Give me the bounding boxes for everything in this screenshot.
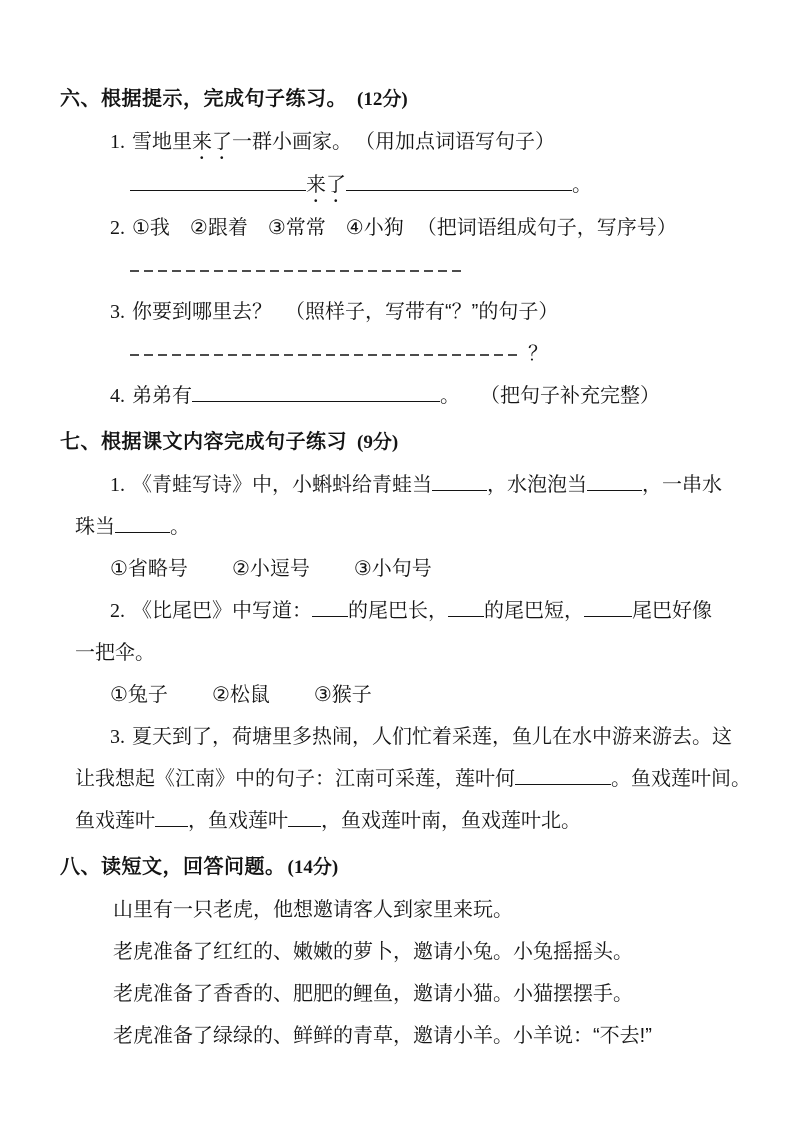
s6-q4-text-pre: 弟弟有 bbox=[132, 385, 192, 407]
section-7-heading bbox=[60, 421, 735, 464]
answer-blank bbox=[587, 487, 642, 491]
s7-q3-line-3 bbox=[60, 800, 735, 842]
s6-q1-text-post: 一群小画家。 bbox=[232, 131, 352, 153]
dashed-answer-rule bbox=[130, 270, 466, 272]
s7-q3-line-1 bbox=[60, 716, 735, 758]
answer-blank bbox=[515, 781, 611, 785]
s7-q3-text-e: ，鱼戏莲叶 bbox=[188, 810, 288, 832]
section-6-title: 六、根据提示，完成句子练习。 bbox=[60, 88, 347, 110]
s8-paragraph-2 bbox=[60, 931, 735, 973]
s7-q1-line-2 bbox=[60, 506, 735, 548]
s6-q3-answer-mark: ？ bbox=[528, 343, 548, 365]
s6-q2-answer-line bbox=[60, 249, 735, 291]
s6-q3-note: （照样子，写带有“？”的句子） bbox=[285, 301, 559, 323]
s7-q3-line-2 bbox=[60, 758, 751, 800]
s7-q3-text-f: ，鱼戏莲叶南，鱼戏莲叶北。 bbox=[321, 810, 581, 832]
s7-q1-option-3: ③小句号 bbox=[353, 558, 432, 580]
s6-question-4 bbox=[60, 375, 735, 417]
section-7-title: 七、根据课文内容完成句子练习 bbox=[60, 431, 347, 453]
s6-q2-number: 2. bbox=[110, 217, 125, 239]
s7-q2-text-e: 一把伞。 bbox=[75, 642, 155, 664]
dashed-answer-rule bbox=[130, 354, 520, 356]
s6-q3-number: 3. bbox=[110, 301, 125, 323]
s7-q2-text-a: 《比尾巴》中写道： bbox=[132, 600, 312, 622]
s7-q2-option-1: ①兔子 bbox=[110, 684, 168, 706]
s6-q4-number: 4. bbox=[110, 385, 125, 407]
s7-q3-number: 3. bbox=[110, 726, 125, 748]
s7-q1-options bbox=[60, 548, 735, 590]
s6-q3-text: 你要到哪里去？ bbox=[132, 301, 272, 323]
answer-blank bbox=[192, 398, 440, 402]
s8-paragraph-text: 老虎准备了香香的、肥肥的鲤鱼，邀请小猫。小猫摆摆手。 bbox=[113, 983, 633, 1005]
s6-q1-dotted-word: 来了 bbox=[192, 131, 232, 153]
section-7-score: (9分) bbox=[357, 432, 399, 453]
answer-blank bbox=[288, 823, 321, 827]
s6-q2-words: ①我 ②跟着 ③常常 ④小狗 bbox=[132, 217, 404, 239]
s8-paragraph-text: 老虎准备了红红的、嫩嫩的萝卜，邀请小兔。小兔摇摇头。 bbox=[113, 941, 633, 963]
answer-blank bbox=[312, 613, 348, 617]
s6-q4-period: 。 bbox=[440, 385, 460, 407]
s7-q2-text-c: 的尾巴短， bbox=[484, 600, 584, 622]
answer-blank bbox=[346, 187, 572, 191]
s6-q1-text-pre: 雪地里 bbox=[132, 131, 192, 153]
answer-blank bbox=[115, 529, 170, 533]
s7-q1-period: 。 bbox=[170, 516, 190, 538]
section-8-title: 八、读短文，回答问题。 bbox=[60, 856, 286, 878]
section-6-score: (12分) bbox=[357, 89, 408, 110]
s6-q3-answer-line bbox=[60, 333, 735, 375]
s7-q2-line-2 bbox=[60, 632, 735, 674]
s7-q3-text-d: 鱼戏莲叶 bbox=[75, 810, 155, 832]
s7-q2-line-1 bbox=[60, 590, 735, 632]
s7-q1-option-2: ②小逗号 bbox=[231, 558, 310, 580]
s6-q1-answer-period: 。 bbox=[572, 174, 592, 196]
s8-paragraph-text: 老虎准备了绿绿的、鲜鲜的青草，邀请小羊。小羊说：“不去!” bbox=[113, 1025, 652, 1047]
s7-q3-text-c: 。鱼戏莲叶间。 bbox=[611, 768, 751, 790]
s7-q1-text-a: 《青蛙写诗》中，小蝌蚪给青蛙当 bbox=[132, 474, 432, 496]
s7-q1-text-b: ，水泡泡当 bbox=[487, 474, 587, 496]
s7-q3-text-a: 夏天到了，荷塘里多热闹，人们忙着采莲，鱼儿在水中游来游去。这 bbox=[132, 726, 732, 748]
s6-question-1 bbox=[60, 121, 735, 164]
s6-q1-note: （用加点词语写句子） bbox=[365, 131, 555, 153]
s7-q1-option-1: ①省略号 bbox=[110, 558, 188, 580]
s6-q1-number: 1. bbox=[110, 131, 125, 153]
s6-q1-answer-line bbox=[60, 164, 735, 207]
s8-paragraph-1 bbox=[60, 889, 735, 931]
answer-blank bbox=[130, 187, 306, 191]
s6-q2-note: （把词语组成句子，写序号） bbox=[416, 217, 677, 239]
s7-q2-text-d: 尾巴好像 bbox=[632, 600, 712, 622]
s7-q2-options bbox=[60, 674, 735, 716]
s7-q2-text-b: 的尾巴长， bbox=[348, 600, 448, 622]
s7-q1-text-c: ，一串水 bbox=[642, 474, 722, 496]
answer-blank bbox=[448, 613, 484, 617]
s6-question-2 bbox=[60, 207, 735, 249]
s7-q1-number: 1. bbox=[110, 474, 125, 496]
section-8-score: (14分) bbox=[287, 857, 339, 878]
s8-paragraph-text: 山里有一只老虎，他想邀请客人到家里来玩。 bbox=[113, 899, 513, 921]
s7-q1-text-d: 珠当 bbox=[75, 516, 115, 538]
s7-q2-number: 2. bbox=[110, 600, 125, 622]
answer-blank bbox=[432, 487, 487, 491]
s6-question-3 bbox=[60, 291, 735, 333]
answer-blank bbox=[584, 613, 632, 617]
s7-q2-option-3: ③猴子 bbox=[313, 684, 372, 706]
s8-paragraph-3 bbox=[60, 973, 735, 1015]
section-6-heading bbox=[60, 78, 735, 121]
s7-q1-line-1 bbox=[60, 464, 735, 506]
answer-blank bbox=[155, 823, 188, 827]
s7-q3-text-b: 让我想起《江南》中的句子：江南可采莲，莲叶何 bbox=[75, 768, 515, 790]
s6-q4-note: （把句子补充完整） bbox=[490, 385, 660, 407]
s8-paragraph-4 bbox=[60, 1015, 735, 1057]
s7-q2-option-2: ②松鼠 bbox=[211, 684, 270, 706]
s6-q1-answer-word: 来了 bbox=[306, 174, 346, 196]
section-8-heading bbox=[60, 846, 735, 889]
